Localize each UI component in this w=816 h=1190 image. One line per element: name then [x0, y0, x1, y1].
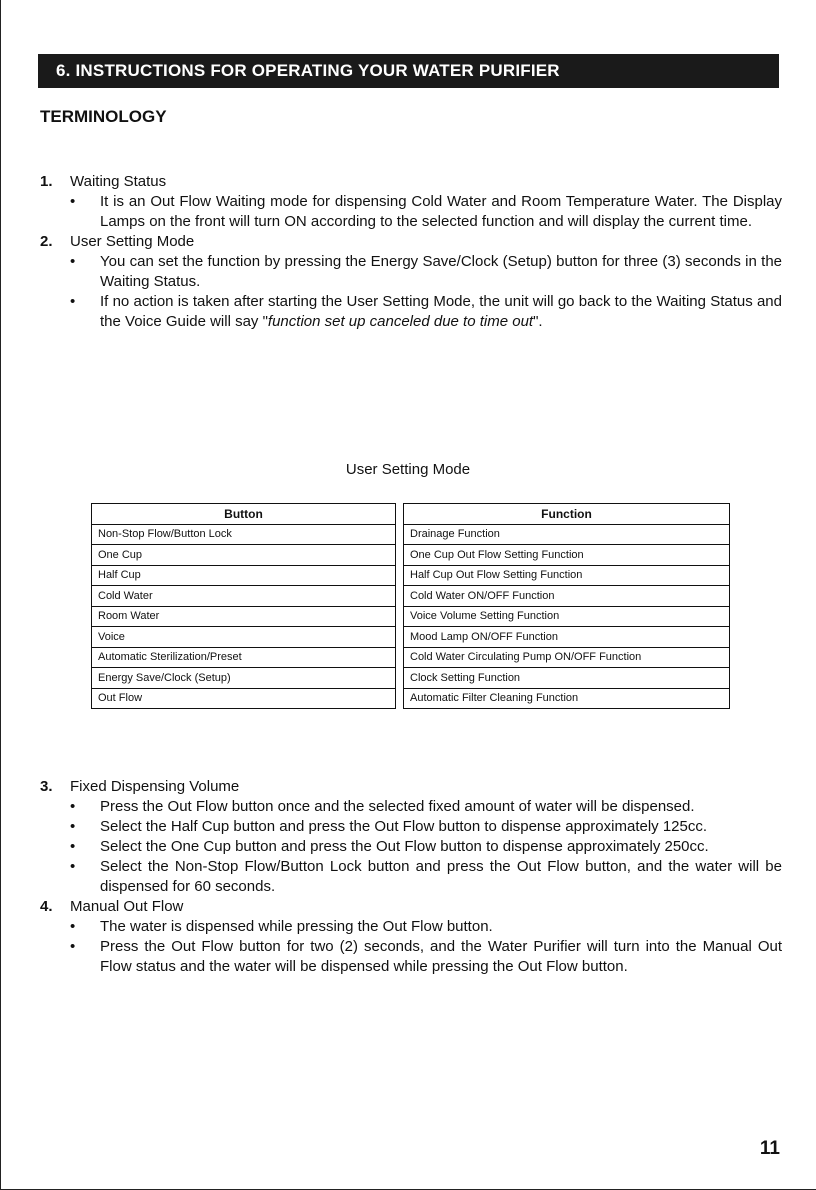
item-number: 4.: [40, 898, 53, 915]
table-row: [92, 668, 730, 689]
table-gap: [396, 524, 404, 545]
item-title: Fixed Dispensing Volume: [70, 778, 240, 795]
item-waiting-status: [40, 172, 782, 192]
bullet-text: Select the Half Cup button and press the Out Flow button to dispense approximately 125cc.: [100, 818, 708, 835]
table-cell-function: Automatic Filter Cleaning Function: [404, 688, 730, 709]
bullet-dot-icon: •: [70, 918, 76, 935]
terminology-top-list: [40, 172, 782, 332]
table-row: [92, 586, 730, 607]
item-title: Manual Out Flow: [70, 898, 184, 915]
bullet-text: Select the Non-Stop Flow/Button Lock button and press the Out Flow button, and the water will be dispensed for 60 seconds.: [100, 858, 782, 895]
bullet-item: [40, 252, 782, 292]
bullet-text: Press the Out Flow button for two (2) seconds, and the Water Purifier will turn into the Manual Out Flow status and the water will be dispensed while pressing the Out Flow button.: [100, 938, 782, 975]
table-cell-button: Room Water: [92, 606, 396, 627]
table-cell-button: One Cup: [92, 545, 396, 566]
table-row: [92, 627, 730, 648]
bullet-text-part: If no action is taken after starting the User Setting Mode, the unit will go back to the Waiting Status and the Voice Guide will say ": [100, 293, 782, 330]
table-cell-function: Cold Water ON/OFF Function: [404, 586, 730, 607]
bullet-dot-icon: •: [70, 838, 76, 855]
bullet-dot-icon: •: [70, 798, 76, 815]
item-number: 1.: [40, 173, 53, 190]
table-cell-function: Cold Water Circulating Pump ON/OFF Function: [404, 647, 730, 668]
section-banner: 6. INSTRUCTIONS FOR OPERATING YOUR WATER PURIFIER: [38, 54, 779, 88]
item-fixed-dispensing-volume: [40, 777, 782, 797]
table-gap: [396, 545, 404, 566]
table-cell-button: Non-Stop Flow/Button Lock: [92, 524, 396, 545]
table-gap: [396, 504, 404, 525]
table-gap: [396, 647, 404, 668]
bullet-item: [40, 937, 782, 977]
table-cell-function: Half Cup Out Flow Setting Function: [404, 565, 730, 586]
table-cell-function: Drainage Function: [404, 524, 730, 545]
table-row: [92, 606, 730, 627]
table-gap: [396, 668, 404, 689]
bullet-item: [40, 857, 782, 897]
bullet-dot-icon: •: [70, 293, 76, 310]
bullet-dot-icon: •: [70, 253, 76, 270]
table-cell-function: Voice Volume Setting Function: [404, 606, 730, 627]
table-gap: [396, 688, 404, 709]
bullet-item: [40, 797, 782, 817]
bullet-text-part: ".: [533, 313, 543, 330]
bullet-item: [40, 917, 782, 937]
bullet-item: [40, 837, 782, 857]
bullet-dot-icon: •: [70, 938, 76, 955]
bullet-item: [40, 292, 782, 332]
table-cell-button: Half Cup: [92, 565, 396, 586]
bullet-dot-icon: •: [70, 193, 76, 210]
item-number: 2.: [40, 233, 53, 250]
bullet-text: The water is dispensed while pressing the Out Flow button.: [100, 918, 493, 935]
table-gap: [396, 606, 404, 627]
bullet-item: [40, 817, 782, 837]
table-row: [92, 688, 730, 709]
bullet-item: [40, 192, 782, 232]
terminology-heading: TERMINOLOGY: [40, 107, 167, 126]
item-number: 3.: [40, 778, 53, 795]
bullet-text: Press the Out Flow button once and the selected fixed amount of water will be dispensed.: [100, 798, 695, 815]
item-title: User Setting Mode: [70, 233, 195, 250]
page-number: 11: [759, 1138, 780, 1159]
table-header-button: Button: [92, 504, 396, 525]
bullet-text: You can set the function by pressing the Energy Save/Clock (Setup) button for three (3) seconds in the Waiting Status.: [100, 253, 782, 290]
item-user-setting-mode: [40, 232, 782, 252]
table-cell-button: Cold Water: [92, 586, 396, 607]
bullet-text: It is an Out Flow Waiting mode for dispensing Cold Water and Room Temperature Water. The Display Lamps on the front will turn ON according to the selected function and will display the current time.: [100, 193, 782, 230]
item-manual-out-flow: [40, 897, 782, 917]
table-cell-function: Clock Setting Function: [404, 668, 730, 689]
voice-guide-quote: function set up canceled due to time out: [267, 313, 534, 330]
table-header-function: Function: [404, 504, 730, 525]
item-title: Waiting Status: [70, 173, 167, 190]
table-cell-button: Energy Save/Clock (Setup): [92, 668, 396, 689]
table-cell-function: One Cup Out Flow Setting Function: [404, 545, 730, 566]
table-cell-function: Mood Lamp ON/OFF Function: [404, 627, 730, 648]
table-cell-button: Voice: [92, 627, 396, 648]
table-header-row: [92, 504, 730, 525]
bullet-text: Select the One Cup button and press the Out Flow button to dispense approximately 250cc.: [100, 838, 709, 855]
table-row: [92, 565, 730, 586]
table-cell-button: Out Flow: [92, 688, 396, 709]
user-setting-table: [91, 503, 730, 709]
table-row: [92, 545, 730, 566]
bullet-dot-icon: •: [70, 858, 76, 875]
table-gap: [396, 565, 404, 586]
table-cell-button: Automatic Sterilization/Preset: [92, 647, 396, 668]
table-title: User Setting Mode: [345, 461, 471, 478]
table-row: [92, 647, 730, 668]
terminology-bottom-list: [40, 777, 782, 977]
table-gap: [396, 586, 404, 607]
table-gap: [396, 627, 404, 648]
table-row: [92, 524, 730, 545]
bullet-dot-icon: •: [70, 818, 76, 835]
